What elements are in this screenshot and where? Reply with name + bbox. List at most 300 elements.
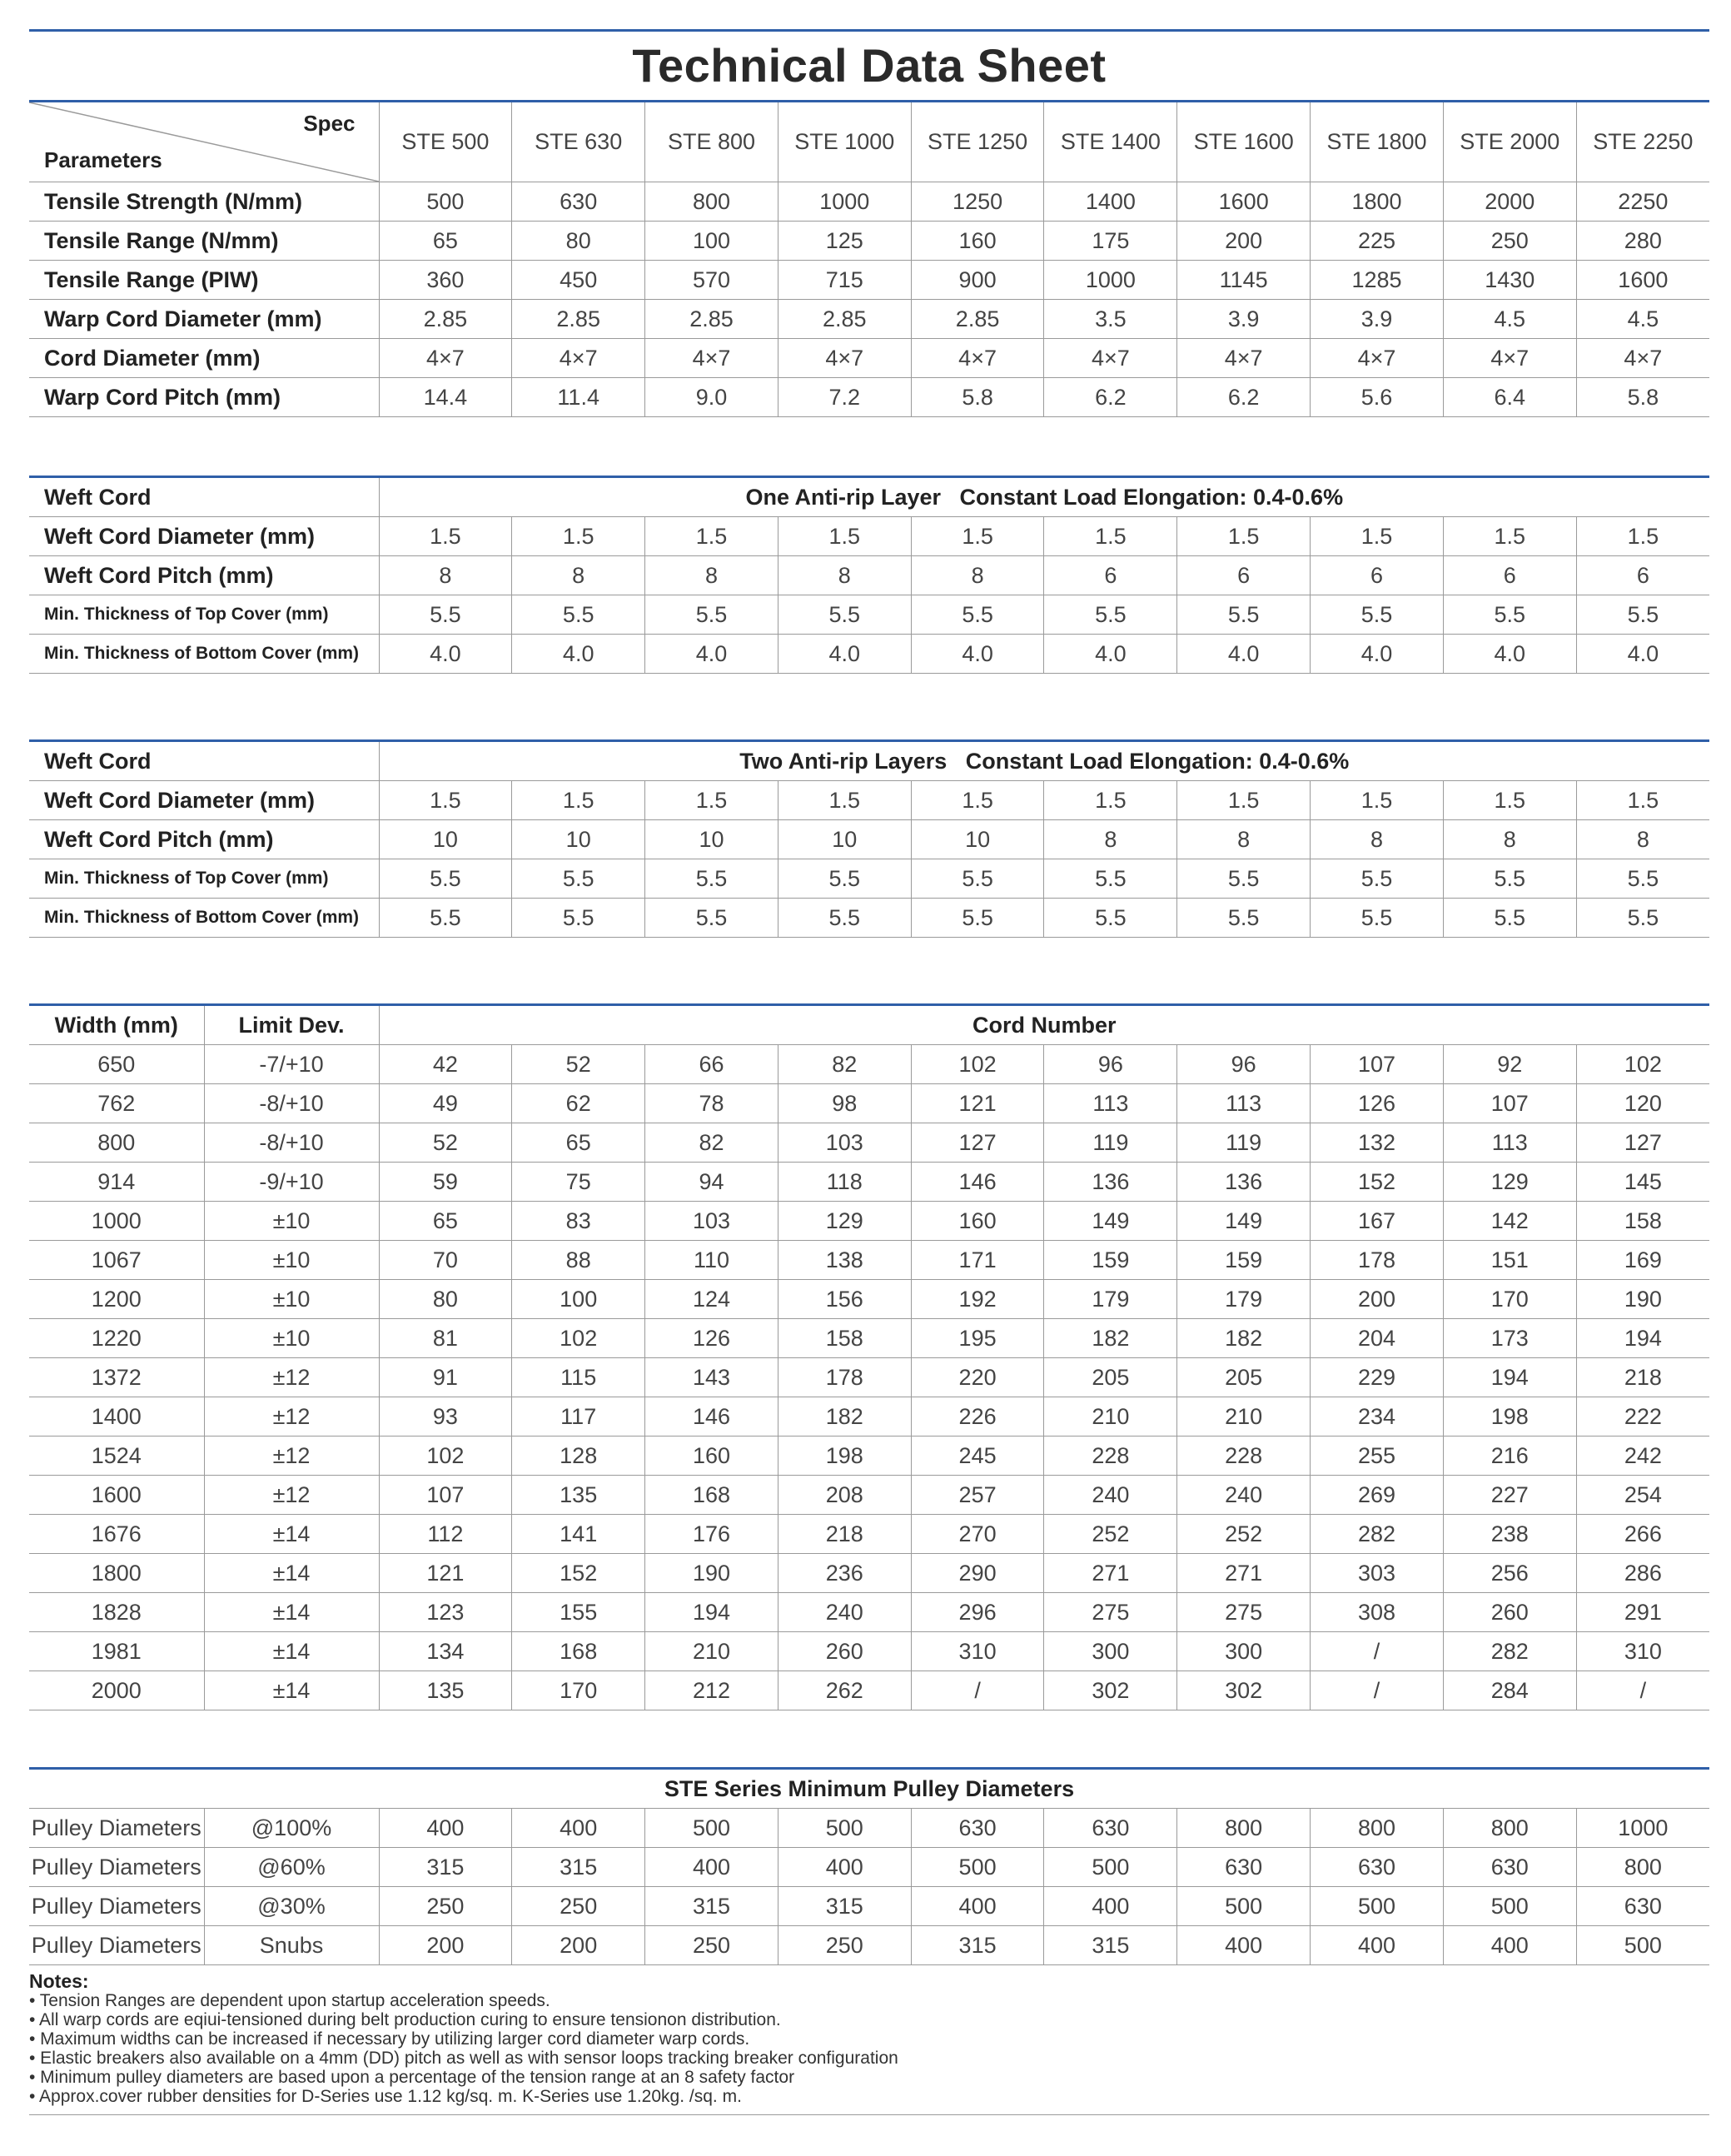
cord-number-caption: Cord Number <box>379 1005 1709 1045</box>
limit-dev-value: ±14 <box>204 1593 379 1632</box>
cord-number-value: 242 <box>1576 1437 1709 1476</box>
cord-number-value: 169 <box>1576 1241 1709 1280</box>
cord-number-row <box>29 1202 1709 1241</box>
cord-number-value: 81 <box>379 1319 512 1358</box>
parameter-value: 250 <box>1443 222 1576 261</box>
cord-number-value: 222 <box>1576 1397 1709 1437</box>
cord-number-value: 124 <box>645 1280 778 1319</box>
width-value: 1067 <box>29 1241 204 1280</box>
weft-parameter-value: 8 <box>1177 820 1311 859</box>
weft-parameter-value: 4.0 <box>778 635 911 674</box>
pulley-value: 315 <box>512 1848 645 1887</box>
parameter-label: Tensile Range (N/mm) <box>29 222 379 261</box>
pulley-value: 400 <box>911 1887 1044 1926</box>
weft-two-header-row <box>29 741 1709 781</box>
parameter-value: 2.85 <box>512 300 645 339</box>
width-value: 1220 <box>29 1319 204 1358</box>
cord-number-value: 66 <box>645 1045 778 1084</box>
cord-number-value: 107 <box>1443 1084 1576 1123</box>
note-item: • Maximum widths can be increased if necessary by utilizing larger cord diameter warp cords. <box>29 2029 750 2049</box>
weft-parameter-value: 5.5 <box>1576 595 1709 635</box>
cord-number-value: 113 <box>1177 1084 1311 1123</box>
parameter-value: 5.6 <box>1311 378 1444 417</box>
weft-parameter-value: 5.5 <box>379 859 512 899</box>
parameter-value: 2.85 <box>778 300 911 339</box>
cord-number-value: 134 <box>379 1632 512 1671</box>
weft-parameter-value: 8 <box>911 556 1044 595</box>
pulley-value: 400 <box>1311 1926 1444 1965</box>
parameter-value: 4×7 <box>778 339 911 378</box>
cord-number-value: / <box>1576 1671 1709 1710</box>
cord-number-value: 93 <box>379 1397 512 1437</box>
weft-parameter-value: 1.5 <box>1576 781 1709 820</box>
data-sheet-page <box>29 29 1709 2115</box>
parameter-value: 4×7 <box>1311 339 1444 378</box>
pulley-value: 500 <box>1443 1887 1576 1926</box>
cord-number-row <box>29 1671 1709 1710</box>
cord-number-row <box>29 1397 1709 1437</box>
cord-number-value: 238 <box>1443 1515 1576 1554</box>
weft-parameter-label: Min. Thickness of Top Cover (mm) <box>29 595 379 635</box>
weft-parameter-value: 6 <box>1177 556 1311 595</box>
cord-number-value: 151 <box>1443 1241 1576 1280</box>
weft-parameter-value: 5.5 <box>645 595 778 635</box>
weft-parameter-value: 5.5 <box>778 595 911 635</box>
pulley-row <box>29 1926 1709 1965</box>
cord-number-row <box>29 1593 1709 1632</box>
weft-parameter-value: 10 <box>379 820 512 859</box>
cord-number-row <box>29 1515 1709 1554</box>
cord-number-value: 240 <box>1044 1476 1177 1515</box>
cord-number-value: 107 <box>379 1476 512 1515</box>
cord-number-value: 282 <box>1443 1632 1576 1671</box>
cord-number-value: 300 <box>1177 1632 1311 1671</box>
parameter-value: 4.5 <box>1443 300 1576 339</box>
cord-number-value: 308 <box>1311 1593 1444 1632</box>
parameter-label: Warp Cord Diameter (mm) <box>29 300 379 339</box>
pulley-value: 315 <box>645 1887 778 1926</box>
cord-number-row <box>29 1554 1709 1593</box>
cord-number-value: 136 <box>1177 1163 1311 1202</box>
cord-number-row <box>29 1123 1709 1163</box>
weft-parameter-value: 5.5 <box>1044 859 1177 899</box>
weft-parameter-value: 5.5 <box>778 899 911 938</box>
spec-header-ste-800: STE 800 <box>645 102 778 182</box>
weft-parameter-value: 10 <box>645 820 778 859</box>
cord-number-row <box>29 1241 1709 1280</box>
weft-parameter-label: Min. Thickness of Top Cover (mm) <box>29 859 379 899</box>
cord-number-value: 290 <box>911 1554 1044 1593</box>
cord-number-value: 168 <box>512 1632 645 1671</box>
weft-parameter-value: 5.5 <box>1177 859 1311 899</box>
cord-number-value: 115 <box>512 1358 645 1397</box>
limit-dev-value: ±14 <box>204 1671 379 1710</box>
cord-number-value: 110 <box>645 1241 778 1280</box>
weft-row <box>29 635 1709 674</box>
pulley-value: 250 <box>778 1926 911 1965</box>
cord-number-value: 160 <box>911 1202 1044 1241</box>
limit-dev-value: ±12 <box>204 1437 379 1476</box>
weft-parameter-value: 1.5 <box>778 781 911 820</box>
cord-number-value: 121 <box>911 1084 1044 1123</box>
limit-dev-header: Limit Dev. <box>204 1005 379 1045</box>
cord-number-value: 256 <box>1443 1554 1576 1593</box>
cord-number-value: 141 <box>512 1515 645 1554</box>
cord-number-value: 94 <box>645 1163 778 1202</box>
cord-number-value: 52 <box>512 1045 645 1084</box>
parameter-value: 7.2 <box>778 378 911 417</box>
cord-number-value: 42 <box>379 1045 512 1084</box>
parameter-value: 450 <box>512 261 645 300</box>
cord-number-value: 182 <box>1044 1319 1177 1358</box>
cord-number-value: 138 <box>778 1241 911 1280</box>
cord-number-value: 240 <box>778 1593 911 1632</box>
spec-label: Spec <box>303 111 356 136</box>
pulley-condition: @30% <box>204 1887 379 1926</box>
weft-row <box>29 595 1709 635</box>
cord-number-value: 257 <box>911 1476 1044 1515</box>
width-value: 762 <box>29 1084 204 1123</box>
cord-number-value: 266 <box>1576 1515 1709 1554</box>
pulley-caption: STE Series Minimum Pulley Diameters <box>29 1769 1709 1809</box>
parameter-value: 2250 <box>1576 182 1709 222</box>
weft-parameter-value: 8 <box>1576 820 1709 859</box>
cord-number-value: 142 <box>1443 1202 1576 1241</box>
cord-number-value: 65 <box>512 1123 645 1163</box>
cord-number-value: 113 <box>1443 1123 1576 1163</box>
limit-dev-value: ±14 <box>204 1632 379 1671</box>
parameter-value: 1400 <box>1044 182 1177 222</box>
pulley-value: 315 <box>379 1848 512 1887</box>
pulley-value: 630 <box>1177 1848 1311 1887</box>
weft-parameter-value: 4.0 <box>1443 635 1576 674</box>
cord-number-value: 218 <box>778 1515 911 1554</box>
cord-number-value: 98 <box>778 1084 911 1123</box>
weft-parameter-value: 5.5 <box>1177 595 1311 635</box>
parameter-value: 5.8 <box>911 378 1044 417</box>
parameter-value: 80 <box>512 222 645 261</box>
weft-row <box>29 859 1709 899</box>
pulley-value: 250 <box>645 1926 778 1965</box>
weft-parameter-value: 1.5 <box>379 781 512 820</box>
weft-parameter-value: 5.5 <box>911 595 1044 635</box>
pulley-value: 315 <box>1044 1926 1177 1965</box>
weft-parameter-value: 8 <box>379 556 512 595</box>
weft-parameter-value: 5.5 <box>1576 859 1709 899</box>
parameter-row <box>29 378 1709 417</box>
cord-number-value: 127 <box>911 1123 1044 1163</box>
cord-number-value: 132 <box>1311 1123 1444 1163</box>
cord-number-value: 192 <box>911 1280 1044 1319</box>
cord-number-value: 284 <box>1443 1671 1576 1710</box>
cord-number-value: 176 <box>645 1515 778 1554</box>
cord-number-value: 145 <box>1576 1163 1709 1202</box>
parameter-value: 11.4 <box>512 378 645 417</box>
parameter-value: 800 <box>645 182 778 222</box>
width-value: 800 <box>29 1123 204 1163</box>
cord-number-value: 100 <box>512 1280 645 1319</box>
weft-parameter-value: 5.5 <box>645 859 778 899</box>
parameter-value: 3.5 <box>1044 300 1177 339</box>
cord-number-value: 80 <box>379 1280 512 1319</box>
width-value: 1800 <box>29 1554 204 1593</box>
spec-header-ste-500: STE 500 <box>379 102 512 182</box>
cord-number-value: 260 <box>778 1632 911 1671</box>
parameter-value: 1000 <box>1044 261 1177 300</box>
weft-parameter-value: 6 <box>1044 556 1177 595</box>
weft-parameter-value: 5.5 <box>1044 595 1177 635</box>
cord-number-value: 149 <box>1177 1202 1311 1241</box>
cord-number-value: 218 <box>1576 1358 1709 1397</box>
cord-number-value: 103 <box>645 1202 778 1241</box>
cord-number-value: 102 <box>1576 1045 1709 1084</box>
weft-parameter-value: 5.5 <box>512 859 645 899</box>
parameter-value: 1285 <box>1311 261 1444 300</box>
spec-parameters-header-cell <box>29 102 379 182</box>
weft-row <box>29 820 1709 859</box>
cord-number-value: 129 <box>1443 1163 1576 1202</box>
parameter-value: 1800 <box>1311 182 1444 222</box>
cord-number-value: 62 <box>512 1084 645 1123</box>
weft-parameter-value: 1.5 <box>1443 781 1576 820</box>
note-item: • Approx.cover rubber densities for D-Series use 1.12 kg/sq. m. K-Series use 1.20kg. /sq. m. <box>29 2087 742 2106</box>
weft-parameter-value: 1.5 <box>512 517 645 556</box>
parameter-value: 570 <box>645 261 778 300</box>
cord-number-value: 296 <box>911 1593 1044 1632</box>
cord-number-value: 117 <box>512 1397 645 1437</box>
cord-number-value: 158 <box>778 1319 911 1358</box>
pulley-value: 500 <box>645 1809 778 1848</box>
cord-number-value: 194 <box>645 1593 778 1632</box>
weft-parameter-value: 1.5 <box>1443 517 1576 556</box>
cord-number-value: 254 <box>1576 1476 1709 1515</box>
parameter-value: 100 <box>645 222 778 261</box>
weft-parameter-value: 1.5 <box>1177 781 1311 820</box>
limit-dev-value: ±12 <box>204 1476 379 1515</box>
cord-number-value: 310 <box>1576 1632 1709 1671</box>
pulley-value: 200 <box>512 1926 645 1965</box>
weft-parameter-value: 4.0 <box>379 635 512 674</box>
pulley-value: 630 <box>1311 1848 1444 1887</box>
cord-number-value: 234 <box>1311 1397 1444 1437</box>
weft-row <box>29 517 1709 556</box>
cord-number-value: 129 <box>778 1202 911 1241</box>
cord-number-value: 121 <box>379 1554 512 1593</box>
cord-number-value: 228 <box>1044 1437 1177 1476</box>
cord-number-value: 194 <box>1576 1319 1709 1358</box>
cord-number-value: 126 <box>645 1319 778 1358</box>
cord-number-value: 178 <box>778 1358 911 1397</box>
weft-parameter-value: 4.0 <box>1576 635 1709 674</box>
weft-parameter-value: 5.5 <box>1311 595 1444 635</box>
pulley-condition: Snubs <box>204 1926 379 1965</box>
cord-number-value: 275 <box>1177 1593 1311 1632</box>
cord-number-value: 102 <box>512 1319 645 1358</box>
pulley-value: 500 <box>1044 1848 1177 1887</box>
pulley-value: 500 <box>1576 1926 1709 1965</box>
parameter-row <box>29 222 1709 261</box>
cord-number-value: 49 <box>379 1084 512 1123</box>
cord-number-value: 82 <box>645 1123 778 1163</box>
weft-parameter-value: 8 <box>778 556 911 595</box>
cord-number-table <box>29 1003 1709 1710</box>
cord-number-value: 291 <box>1576 1593 1709 1632</box>
parameter-value: 4.5 <box>1576 300 1709 339</box>
cord-number-value: 158 <box>1576 1202 1709 1241</box>
notes-section <box>29 1972 1709 2106</box>
cord-number-value: 252 <box>1177 1515 1311 1554</box>
parameter-value: 630 <box>512 182 645 222</box>
spec-header-ste-1800: STE 1800 <box>1311 102 1444 182</box>
note-item: • Elastic breakers also available on a 4mm (DD) pitch as well as with sensor loops tracking breaker configuration <box>29 2049 898 2068</box>
cord-number-value: 190 <box>1576 1280 1709 1319</box>
main-parameters-table <box>29 100 1709 417</box>
parameter-row <box>29 300 1709 339</box>
weft-parameter-value: 5.5 <box>512 595 645 635</box>
cord-number-value: 152 <box>1311 1163 1444 1202</box>
page-title: Technical Data Sheet <box>632 39 1107 92</box>
parameter-value: 200 <box>1177 222 1311 261</box>
cord-number-value: 168 <box>645 1476 778 1515</box>
weft-parameter-label: Min. Thickness of Bottom Cover (mm) <box>29 899 379 938</box>
parameter-label: Warp Cord Pitch (mm) <box>29 378 379 417</box>
spec-header-row <box>29 102 1709 182</box>
cord-number-value: / <box>1311 1632 1444 1671</box>
cord-number-value: 96 <box>1177 1045 1311 1084</box>
parameter-row <box>29 182 1709 222</box>
limit-dev-value: ±12 <box>204 1358 379 1397</box>
pulley-value: 800 <box>1443 1809 1576 1848</box>
parameter-value: 4×7 <box>379 339 512 378</box>
parameter-value: 225 <box>1311 222 1444 261</box>
weft-one-layer-table <box>29 476 1709 674</box>
cord-number-value: 216 <box>1443 1437 1576 1476</box>
pulley-value: 630 <box>1576 1887 1709 1926</box>
parameter-value: 1250 <box>911 182 1044 222</box>
parameter-value: 1430 <box>1443 261 1576 300</box>
weft-parameter-value: 1.5 <box>1311 781 1444 820</box>
cord-number-row <box>29 1358 1709 1397</box>
cord-number-value: 182 <box>778 1397 911 1437</box>
parameter-value: 4×7 <box>1177 339 1311 378</box>
parameter-value: 2.85 <box>645 300 778 339</box>
weft-parameter-value: 5.5 <box>911 859 1044 899</box>
cord-number-value: 159 <box>1177 1241 1311 1280</box>
parameter-value: 2.85 <box>379 300 512 339</box>
cord-number-value: 149 <box>1044 1202 1177 1241</box>
width-value: 1200 <box>29 1280 204 1319</box>
parameter-value: 1600 <box>1576 261 1709 300</box>
weft-parameter-value: 1.5 <box>645 781 778 820</box>
cord-number-row <box>29 1437 1709 1476</box>
weft-parameter-label: Weft Cord Diameter (mm) <box>29 781 379 820</box>
notes-title: Notes: <box>29 1970 89 1992</box>
weft-parameter-value: 5.5 <box>1443 899 1576 938</box>
spec-header-ste-1600: STE 1600 <box>1177 102 1311 182</box>
weft-parameter-value: 5.5 <box>379 899 512 938</box>
cord-number-value: 303 <box>1311 1554 1444 1593</box>
weft-parameter-value: 4.0 <box>1311 635 1444 674</box>
cord-number-value: 205 <box>1177 1358 1311 1397</box>
cord-number-value: 300 <box>1044 1632 1177 1671</box>
weft-parameter-label: Weft Cord Diameter (mm) <box>29 517 379 556</box>
weft-parameter-value: 5.5 <box>512 899 645 938</box>
pulley-condition: @100% <box>204 1809 379 1848</box>
bottom-rule <box>29 2114 1709 2115</box>
cord-number-value: 135 <box>512 1476 645 1515</box>
pulley-label: Pulley Diameters <box>29 1887 204 1926</box>
cord-number-value: 96 <box>1044 1045 1177 1084</box>
parameter-value: 6.4 <box>1443 378 1576 417</box>
cord-number-value: 102 <box>911 1045 1044 1084</box>
cord-number-value: 159 <box>1044 1241 1177 1280</box>
pulley-row <box>29 1848 1709 1887</box>
width-value: 1400 <box>29 1397 204 1437</box>
limit-dev-value: ±10 <box>204 1319 379 1358</box>
cord-number-value: 260 <box>1443 1593 1576 1632</box>
cord-number-value: / <box>1311 1671 1444 1710</box>
cord-number-value: 179 <box>1177 1280 1311 1319</box>
note-item: • Minimum pulley diameters are based upon a percentage of the tension range at an 8 safety factor <box>29 2068 795 2087</box>
weft-parameter-value: 4.0 <box>1177 635 1311 674</box>
cord-number-header-row <box>29 1005 1709 1045</box>
cord-number-value: 178 <box>1311 1241 1444 1280</box>
parameter-value: 2000 <box>1443 182 1576 222</box>
parameter-value: 4×7 <box>911 339 1044 378</box>
cord-number-value: 262 <box>778 1671 911 1710</box>
cord-number-value: 282 <box>1311 1515 1444 1554</box>
spec-header-ste-1400: STE 1400 <box>1044 102 1177 182</box>
parameter-value: 500 <box>379 182 512 222</box>
width-value: 1981 <box>29 1632 204 1671</box>
cord-number-value: 205 <box>1044 1358 1177 1397</box>
cord-number-value: 255 <box>1311 1437 1444 1476</box>
pulley-value: 315 <box>778 1887 911 1926</box>
cord-number-value: 78 <box>645 1084 778 1123</box>
width-value: 1600 <box>29 1476 204 1515</box>
pulley-value: 400 <box>645 1848 778 1887</box>
cord-number-value: 182 <box>1177 1319 1311 1358</box>
weft-parameter-value: 4.0 <box>911 635 1044 674</box>
cord-number-value: 200 <box>1311 1280 1444 1319</box>
parameter-label: Cord Diameter (mm) <box>29 339 379 378</box>
weft-row <box>29 556 1709 595</box>
weft-parameter-value: 1.5 <box>1576 517 1709 556</box>
pulley-value: 800 <box>1576 1848 1709 1887</box>
pulley-value: 500 <box>1311 1887 1444 1926</box>
cord-number-value: 198 <box>778 1437 911 1476</box>
cord-number-value: 75 <box>512 1163 645 1202</box>
cord-number-value: 126 <box>1311 1084 1444 1123</box>
parameter-value: 125 <box>778 222 911 261</box>
cord-number-value: 171 <box>911 1241 1044 1280</box>
cord-number-value: / <box>911 1671 1044 1710</box>
pulley-value: 400 <box>778 1848 911 1887</box>
pulley-value: 630 <box>911 1809 1044 1848</box>
weft-row <box>29 899 1709 938</box>
parameter-value: 715 <box>778 261 911 300</box>
spec-header-ste-1000: STE 1000 <box>778 102 911 182</box>
cord-number-value: 190 <box>645 1554 778 1593</box>
cord-number-value: 170 <box>512 1671 645 1710</box>
pulley-value: 800 <box>1311 1809 1444 1848</box>
cord-number-value: 167 <box>1311 1202 1444 1241</box>
limit-dev-value: ±12 <box>204 1397 379 1437</box>
cord-number-row <box>29 1280 1709 1319</box>
pulley-value: 250 <box>379 1887 512 1926</box>
cord-number-value: 160 <box>645 1437 778 1476</box>
cord-number-value: 210 <box>1177 1397 1311 1437</box>
